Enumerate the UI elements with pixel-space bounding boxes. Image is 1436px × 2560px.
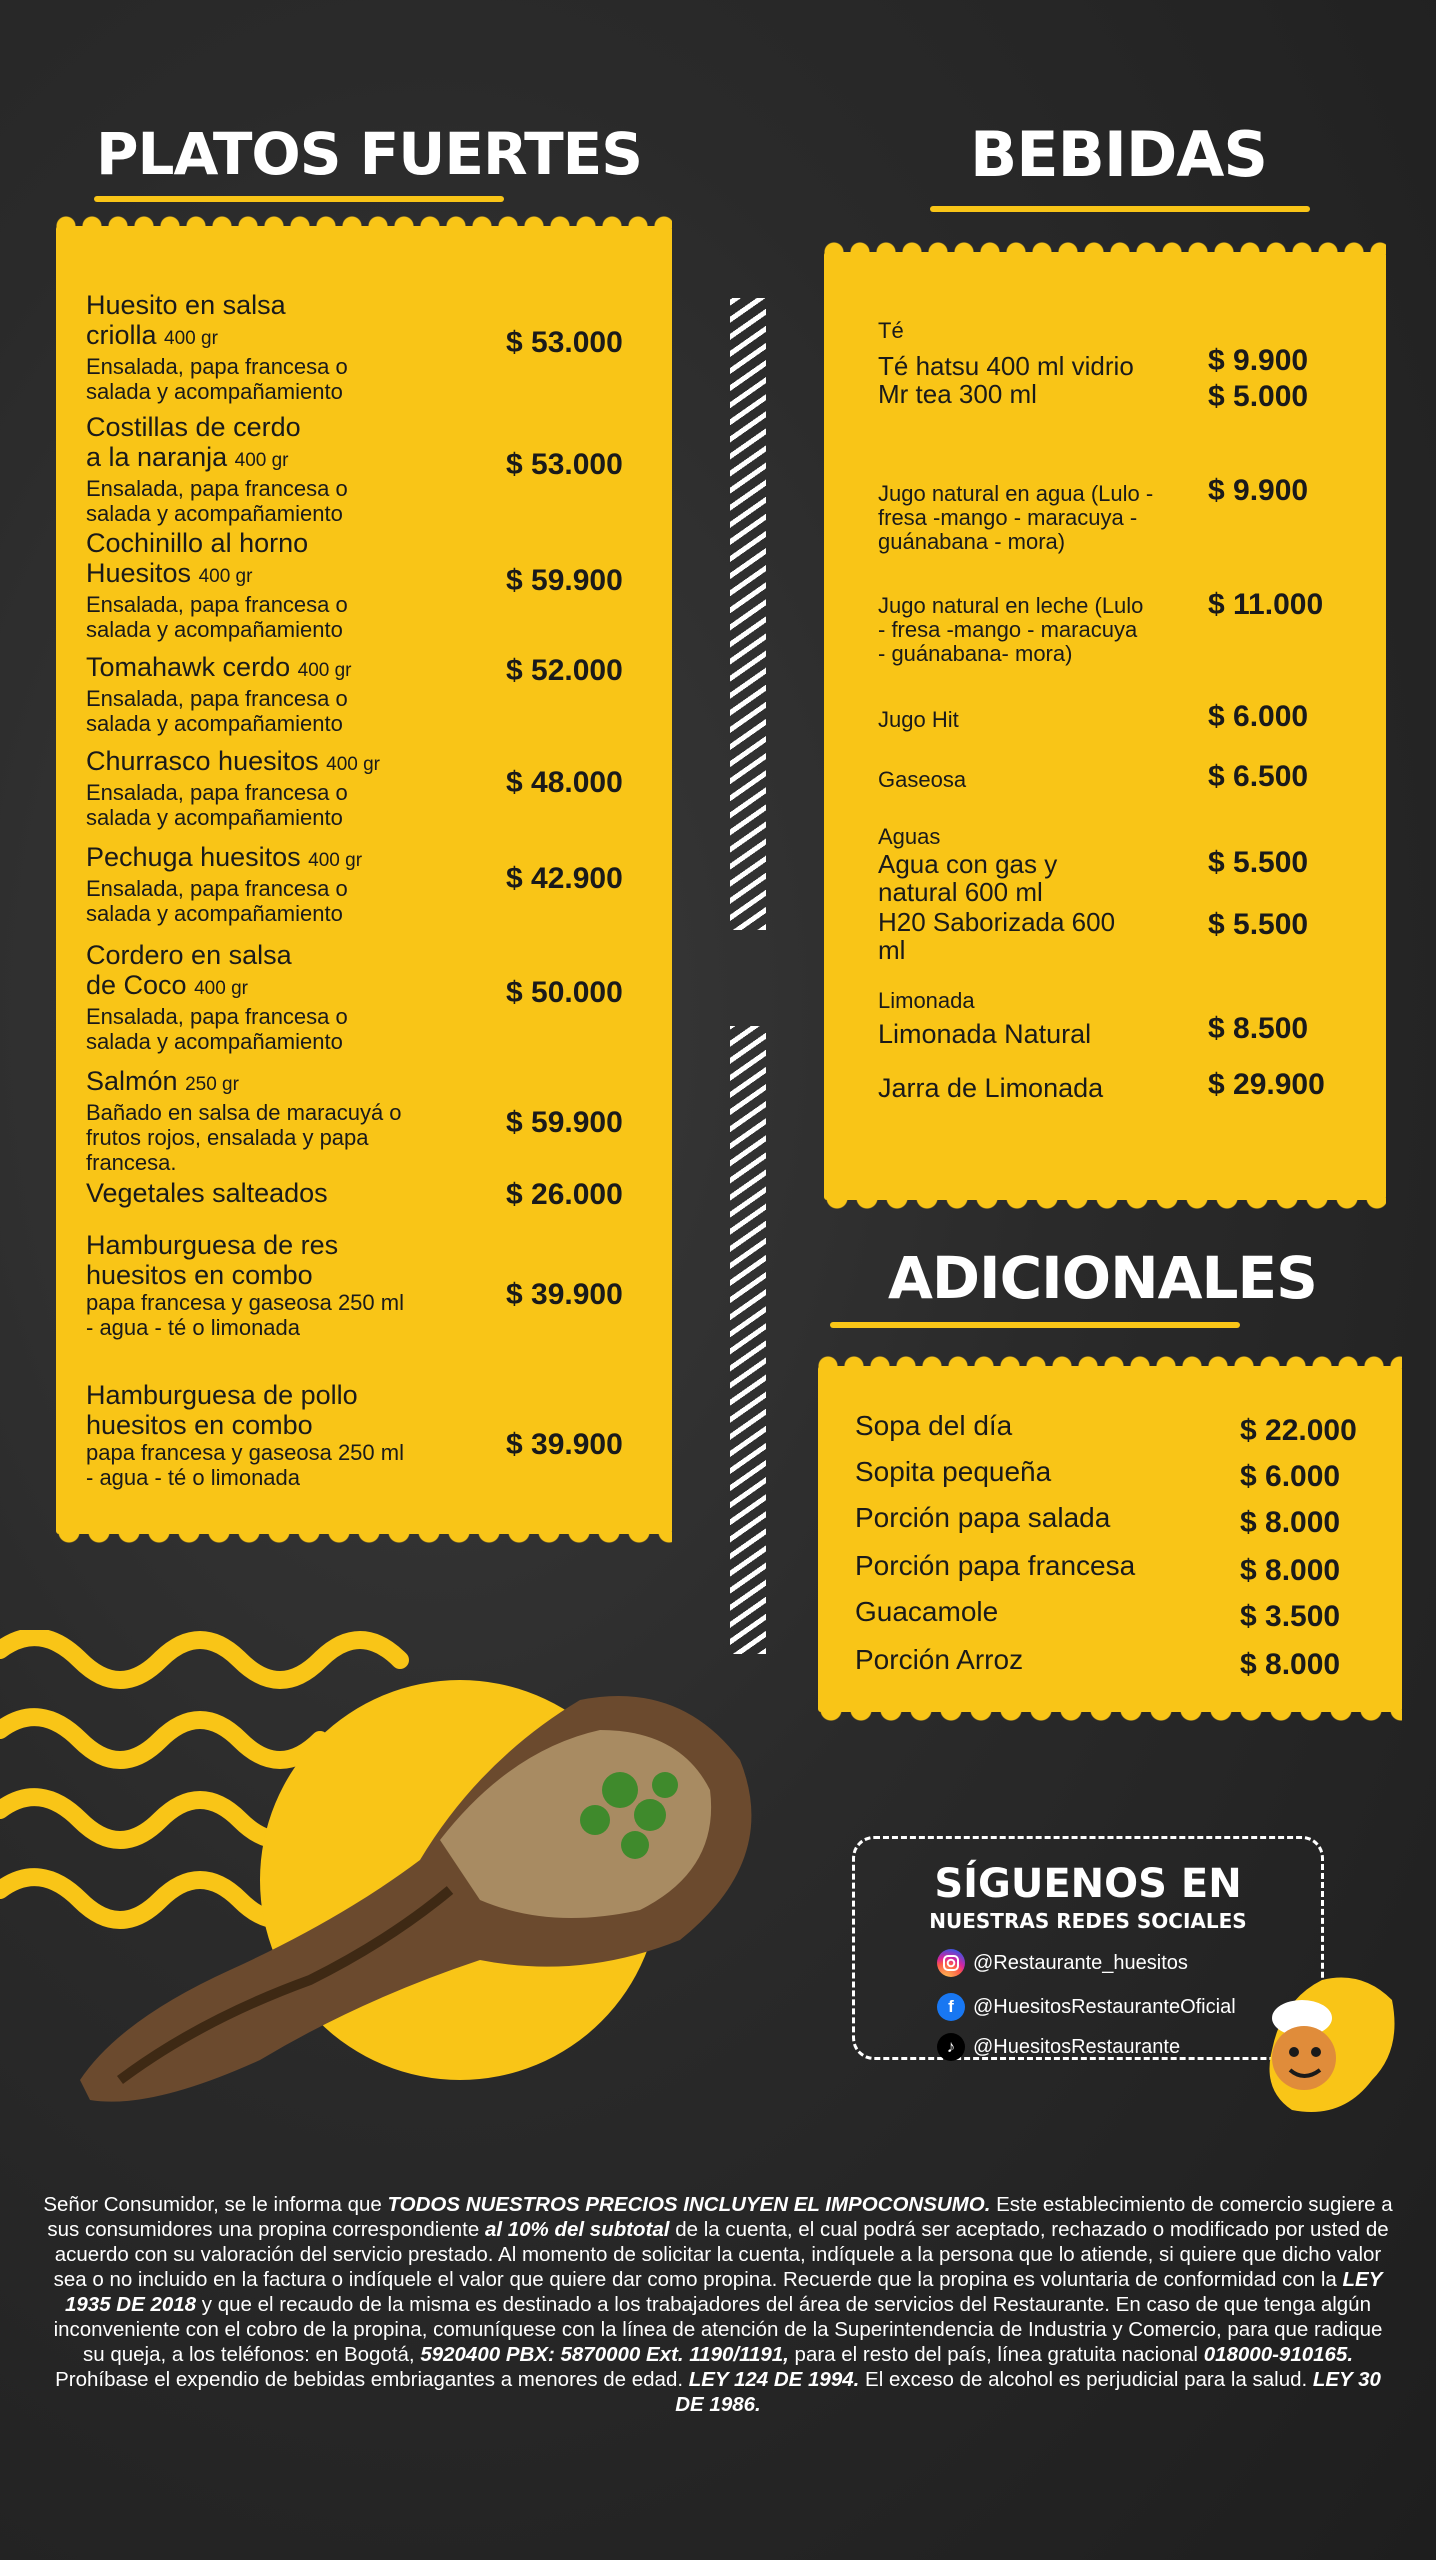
dish-price: $ 59.900 — [506, 564, 623, 597]
footer-text-1: Señor Consumidor, se le informa que — [43, 2193, 388, 2216]
dish-grams: 400 gr — [234, 450, 289, 471]
jugo-hit-name: Jugo Hit — [878, 707, 959, 732]
dish-name-line2: a la naranja 400 gr — [86, 442, 289, 472]
legal-footer — [40, 2192, 1396, 2417]
facebook-handle: @HuesitosRestauranteOficial — [973, 1995, 1236, 2018]
meat-tomahawk-image — [60, 1640, 780, 2120]
dish-name-line2: huesitos en combo — [86, 1260, 313, 1290]
adicional-price: $ 3.500 — [1240, 1600, 1341, 1633]
te-hatsu-name: Té hatsu 400 ml vidrio — [878, 351, 1134, 381]
dish-grams: 400 gr — [326, 754, 381, 775]
adicional-price: $ 8.000 — [1240, 1506, 1341, 1539]
dish-name-line1: Hamburguesa de res — [86, 1230, 339, 1260]
adicional-name: Porción papa salada — [855, 1502, 1111, 1533]
gaseosa-name: Gaseosa — [878, 767, 967, 792]
social-title: SÍGUENOS EN — [934, 1861, 1242, 1907]
limonada-category: Limonada — [878, 988, 975, 1013]
dish-name-line2: Churrasco huesitos 400 gr — [86, 746, 381, 776]
aguas-category: Aguas — [878, 824, 941, 849]
jugo-agua-name: Jugo natural en agua (Lulo - fresa -mango - maracuya - guánabana - mora) — [878, 481, 1154, 554]
h2o-name: H20 Saborizada 600 ml — [878, 907, 1116, 965]
footer-text-5: para el resto del país, línea gratuita nacional — [788, 2343, 1204, 2366]
adicional-name: Sopita pequeña — [855, 1456, 1052, 1487]
adicional-name: Guacamole — [855, 1596, 999, 1627]
dish-price: $ 48.000 — [506, 766, 623, 799]
divider-stripes-bottom — [730, 1026, 766, 1654]
adicionales-title: ADICIONALES — [888, 1244, 1317, 1312]
platos-title: PLATOS FUERTES — [96, 120, 643, 188]
dish-description: Ensalada, papa francesa o salada y acompañamiento — [86, 476, 348, 526]
dish-grams: 400 gr — [297, 660, 352, 681]
dish-description: papa francesa y gaseosa 250 ml - agua - té o limonada — [86, 1440, 404, 1490]
dish-description: Ensalada, papa francesa o salada y acompañamiento — [86, 876, 348, 926]
dish-description: Ensalada, papa francesa o salada y acompañamiento — [86, 592, 348, 642]
dish-name-line1: Huesito en salsa — [86, 290, 286, 320]
dish-name-line2: de Coco 400 gr — [86, 970, 248, 1000]
dish-item — [86, 842, 686, 926]
limonada-natural-name: Limonada Natural — [878, 1019, 1092, 1049]
dish-name-line1: Cochinillo al horno — [86, 528, 309, 558]
bebidas-title-underline — [930, 206, 1310, 212]
dish-item — [86, 1380, 686, 1490]
dish-price: $ 53.000 — [506, 448, 623, 481]
dish-price: $ 39.900 — [506, 1428, 623, 1461]
dish-grams: 400 gr — [194, 978, 248, 999]
jarra-limonada-name: Jarra de Limonada — [878, 1073, 1104, 1103]
gaseosa-price: $ 6.500 — [1208, 760, 1309, 793]
social-facebook[interactable] — [937, 1993, 1236, 2021]
footer-bold-3: LEY 1935 DE 2018 — [64, 2268, 1383, 2316]
dish-name-line2: Pechuga huesitos 400 gr — [86, 842, 363, 872]
dish-name-line1: Costillas de cerdo — [86, 412, 301, 442]
dish-item — [86, 940, 686, 1054]
agua-gas-name: Agua con gas y natural 600 ml — [878, 849, 1058, 907]
dish-price: $ 26.000 — [506, 1178, 623, 1211]
limonada-natural-price: $ 8.500 — [1208, 1012, 1309, 1045]
footer-text-7: El exceso de alcohol es perjudicial para la salud. — [859, 2368, 1313, 2391]
footer-text-3: de la cuenta, el cual podrá ser aceptado, rechazado o modificado por usted de acuerdo con su valoración del servicio prestado. Al momento de solicitar la cuenta, indíquele a la persona que lo atiende, si quiere que dicho valor sea o no incluido en la factura o indíquele el valor que quiere dar como propina. Recuerde que la propina es voluntaria de conformidad con la — [53, 2218, 1389, 2291]
dish-item — [86, 1230, 686, 1340]
social-instagram[interactable] — [937, 1949, 1188, 1977]
adicional-price: $ 8.000 — [1240, 1554, 1341, 1587]
tiktok-handle: @HuesitosRestaurante — [973, 2035, 1181, 2058]
mr-tea-name: Mr tea 300 ml — [878, 379, 1037, 409]
footer-text-6: Prohíbase el expendio de bebidas embriagantes a menores de edad. — [55, 2368, 689, 2391]
dish-price: $ 42.900 — [506, 862, 623, 895]
dish-name-line2: huesitos en combo — [86, 1410, 313, 1440]
dish-price: $ 52.000 — [506, 654, 623, 687]
footer-bold-2: al 10% del subtotal — [484, 2218, 670, 2241]
jugo-leche-price: $ 11.000 — [1208, 588, 1324, 621]
dish-name-line2: Tomahawk cerdo 400 gr — [86, 652, 352, 682]
dish-item — [86, 412, 686, 526]
bebidas-title: BEBIDAS — [970, 118, 1268, 191]
facebook-icon: f — [937, 1993, 965, 2021]
dish-name-line1: Hamburguesa de pollo — [86, 1380, 358, 1410]
adicional-name: Sopa del día — [855, 1410, 1013, 1441]
footer-text-2: Este establecimiento de comercio sugiere a sus consumidores una propina correspondiente — [47, 2193, 1393, 2241]
dish-item — [86, 1178, 686, 1211]
jarra-limonada-price: $ 29.900 — [1208, 1068, 1325, 1101]
jugo-leche-name: Jugo natural en leche (Lulo - fresa -mango - maracuya - guánabana- mora) — [878, 593, 1144, 666]
dish-description: Ensalada, papa francesa o salada y acompañamiento — [86, 1004, 348, 1054]
dish-grams: 250 gr — [185, 1074, 239, 1095]
dish-name-line2: criolla 400 gr — [86, 320, 218, 350]
dish-description: papa francesa y gaseosa 250 ml - agua - té o limonada — [86, 1290, 404, 1340]
dish-name-line2: Vegetales salteados — [86, 1178, 328, 1208]
dish-description: Ensalada, papa francesa o salada y acompañamiento — [86, 780, 348, 830]
dish-grams: 400 gr — [308, 850, 363, 871]
divider-stripes-top — [730, 298, 766, 930]
te-category: Té — [878, 318, 904, 343]
tiktok-icon: ♪ — [937, 2033, 965, 2061]
dish-item — [86, 746, 686, 830]
social-subtitle: NUESTRAS REDES SOCIALES — [929, 1909, 1247, 1933]
adicional-name: Porción papa francesa — [855, 1550, 1136, 1581]
adicional-price: $ 8.000 — [1240, 1648, 1341, 1681]
adicional-price: $ 6.000 — [1240, 1460, 1341, 1493]
footer-bold-6: LEY 124 DE 1994. — [688, 2368, 860, 2391]
footer-bold-4: 5920400 PBX: 5870000 Ext. 1190/1191, — [420, 2343, 789, 2366]
h2o-price: $ 5.500 — [1208, 908, 1309, 941]
adicional-name: Porción Arroz — [855, 1644, 1024, 1675]
dish-price: $ 39.900 — [506, 1278, 623, 1311]
footer-bold-5: 018000-910165. — [1203, 2343, 1354, 2366]
footer-bold-7: LEY 30 DE 1986. — [675, 2368, 1381, 2416]
dish-price: $ 50.000 — [506, 976, 623, 1009]
dish-item — [86, 528, 686, 642]
dish-name-line2: Huesitos 400 gr — [86, 558, 253, 588]
dish-description: Ensalada, papa francesa o salada y acompañamiento — [86, 686, 348, 736]
dish-name-line2: Salmón 250 gr — [86, 1066, 239, 1096]
jugo-hit-price: $ 6.000 — [1208, 700, 1309, 733]
dish-item — [86, 290, 686, 404]
jugo-agua-price: $ 9.900 — [1208, 474, 1309, 507]
dish-price: $ 53.000 — [506, 326, 623, 359]
dish-description: Ensalada, papa francesa o salada y acompañamiento — [86, 354, 348, 404]
adicionales-title-underline — [830, 1322, 1240, 1328]
dish-name-line1: Cordero en salsa — [86, 940, 292, 970]
chef-mascot-logo — [1232, 1960, 1402, 2130]
instagram-handle: @Restaurante_huesitos — [973, 1951, 1188, 1974]
social-tiktok[interactable] — [937, 2033, 1180, 2061]
dish-grams: 400 gr — [164, 328, 218, 349]
footer-bold-1: TODOS NUESTROS PRECIOS INCLUYEN EL IMPOCONSUMO. — [387, 2193, 991, 2216]
instagram-icon — [937, 1949, 965, 1977]
footer-text-4: y que el recaudo de la misma es destinado a los trabajadores del área de servicios del Restaurante. En caso de que tenga algún inconveniente con el cobro de la propina, comuníquese con la línea de atención de la Superintendencia de Industria y Comercio, para que radique su queja, a los teléfonos: en Bogotá, — [53, 2293, 1383, 2366]
adicional-price: $ 22.000 — [1240, 1414, 1357, 1447]
dish-price: $ 59.900 — [506, 1106, 623, 1139]
te-hatsu-price: $ 9.900 — [1208, 344, 1309, 377]
platos-title-underline — [94, 196, 504, 202]
mr-tea-price: $ 5.000 — [1208, 380, 1309, 413]
dish-description: Bañado en salsa de maracuyá o frutos rojos, ensalada y papa francesa. — [86, 1100, 402, 1175]
dish-item — [86, 652, 686, 736]
agua-gas-price: $ 5.500 — [1208, 846, 1309, 879]
dish-item — [86, 1066, 686, 1175]
dish-grams: 400 gr — [198, 566, 253, 587]
